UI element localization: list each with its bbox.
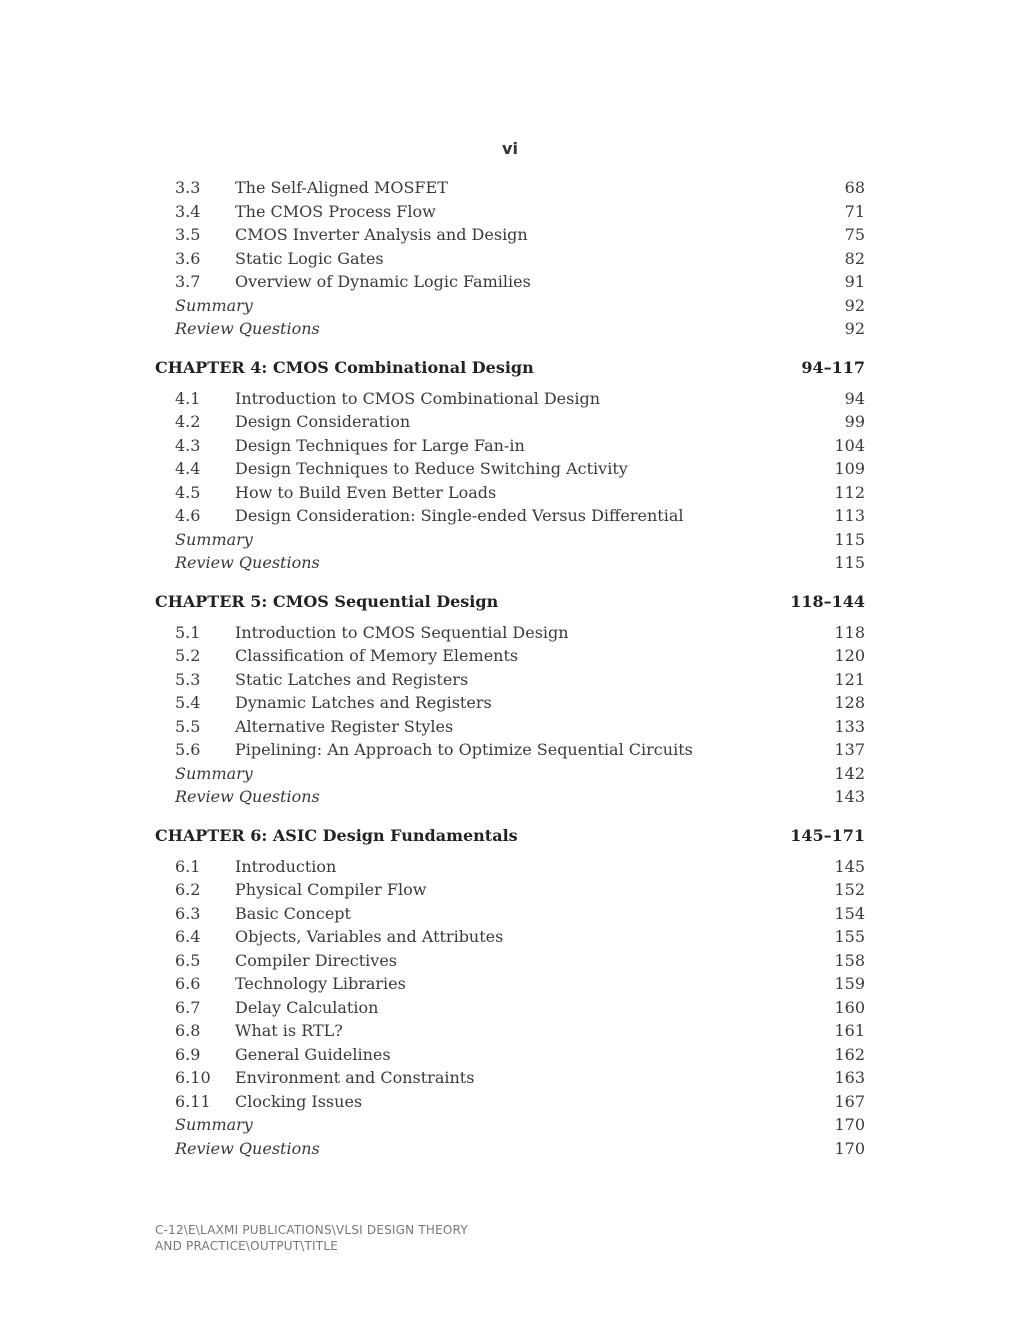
toc-entry (155, 691, 865, 715)
section-title: Design Consideration: Single-ended Versus Differential (235, 506, 684, 525)
chapter-title: CHAPTER 5: CMOS Sequential Design (155, 591, 499, 611)
section-page: 170 (834, 1115, 865, 1134)
section-title: Design Techniques for Large Fan-in (235, 435, 525, 455)
toc-entry (155, 270, 865, 294)
section-number: 4.4 (175, 459, 201, 478)
toc-entry (155, 972, 865, 996)
section-page: 167 (834, 1091, 865, 1111)
toc-entry (155, 223, 865, 247)
section-title: How to Build Even Better Loads (235, 482, 497, 502)
chapter-title: CHAPTER 4: CMOS Combinational Design (155, 357, 534, 377)
section-page: 104 (834, 435, 865, 455)
section-page: 154 (834, 903, 865, 923)
section-number: 6.1 (175, 856, 201, 876)
section-page: 118 (834, 622, 865, 642)
toc-entry (155, 925, 865, 949)
section-number: 3.4 (175, 201, 201, 221)
section-page: 160 (834, 997, 865, 1017)
section-number: 6.9 (175, 1044, 201, 1064)
section-title: The CMOS Process Flow (235, 201, 436, 221)
section-number: 5.6 (175, 740, 201, 759)
toc-entry (155, 996, 865, 1020)
section-title: Review Questions (175, 553, 320, 572)
section-page: 161 (834, 1021, 865, 1040)
section-title: Objects, Variables and Attributes (235, 927, 504, 946)
section-page: 94 (844, 388, 865, 408)
table-of-contents (155, 176, 865, 1160)
chapter-title: CHAPTER 6: ASIC Design Fundamentals (155, 825, 518, 845)
toc-entry (155, 200, 865, 224)
section-title: CMOS Inverter Analysis and Design (235, 225, 528, 244)
chapter-heading (155, 590, 865, 614)
toc-entry (155, 878, 865, 902)
section-title: Physical Compiler Flow (235, 880, 427, 899)
section-page: 155 (834, 927, 865, 946)
section-page: 75 (844, 225, 865, 244)
section-page: 120 (834, 646, 865, 665)
section-title: Static Logic Gates (235, 248, 384, 268)
section-title: General Guidelines (235, 1044, 391, 1064)
toc-entry (155, 785, 865, 809)
section-title: Technology Libraries (235, 974, 406, 993)
section-number: 4.3 (175, 435, 201, 455)
section-page: 99 (844, 412, 865, 431)
section-title: Review Questions (175, 319, 320, 338)
section-title: Overview of Dynamic Logic Families (235, 272, 531, 291)
section-title: Alternative Register Styles (235, 716, 454, 736)
section-number: 5.1 (175, 622, 201, 642)
section-page: 133 (834, 716, 865, 736)
section-number: 6.8 (175, 1021, 201, 1040)
section-number: 4.2 (175, 412, 201, 431)
section-page: 163 (834, 1068, 865, 1087)
section-page: 121 (834, 669, 865, 689)
section-number: 6.2 (175, 880, 201, 899)
section-page: 109 (834, 459, 865, 478)
section-title: Clocking Issues (235, 1091, 363, 1111)
section-number: 5.2 (175, 646, 201, 665)
toc-entry (155, 317, 865, 341)
section-title: Classification of Memory Elements (235, 646, 519, 665)
section-title: Design Techniques to Reduce Switching Activity (235, 459, 628, 478)
section-page: 170 (834, 1138, 865, 1158)
chapter-page-range: 118–144 (790, 591, 865, 611)
section-page: 68 (844, 178, 865, 197)
section-title: The Self-Aligned MOSFET (235, 178, 448, 197)
section-page: 91 (844, 272, 865, 291)
toc-entry (155, 457, 865, 481)
section-page: 142 (834, 763, 865, 783)
section-page: 92 (844, 295, 865, 315)
section-page: 137 (834, 740, 865, 759)
section-title: Introduction (235, 856, 337, 876)
section-number: 6.7 (175, 997, 201, 1017)
section-title: Summary (175, 529, 253, 549)
section-title: Compiler Directives (235, 950, 398, 970)
section-title: Design Consideration (235, 412, 411, 431)
section-number: 5.4 (175, 693, 201, 712)
section-number: 3.5 (175, 225, 201, 244)
toc-entry (155, 176, 865, 200)
section-page: 71 (844, 201, 865, 221)
toc-entry (155, 902, 865, 926)
toc-entry (155, 528, 865, 552)
section-title: Summary (175, 1115, 253, 1134)
toc-entry (155, 551, 865, 575)
toc-entry (155, 1113, 865, 1137)
section-page: 158 (834, 950, 865, 970)
section-number: 6.6 (175, 974, 201, 993)
toc-entry (155, 668, 865, 692)
chapter-heading (155, 824, 865, 848)
toc-entry (155, 621, 865, 645)
section-title: Delay Calculation (235, 997, 379, 1017)
toc-entry (155, 949, 865, 973)
toc-entry (155, 738, 865, 762)
section-number: 5.3 (175, 669, 201, 689)
section-number: 6.11 (175, 1091, 211, 1111)
section-number: 4.6 (175, 506, 201, 525)
section-title: Summary (175, 295, 253, 315)
toc-entry (155, 1066, 865, 1090)
section-title: Introduction to CMOS Sequential Design (235, 622, 569, 642)
section-number: 5.5 (175, 716, 201, 736)
section-title: Review Questions (175, 1138, 320, 1158)
chapter-page-range: 94–117 (801, 357, 865, 377)
section-number: 6.5 (175, 950, 201, 970)
toc-entry (155, 1043, 865, 1067)
section-number: 3.7 (175, 272, 201, 291)
section-number: 3.6 (175, 248, 201, 268)
section-number: 4.5 (175, 482, 201, 502)
section-title: Basic Concept (235, 903, 351, 923)
toc-entry (155, 762, 865, 786)
toc-entry (155, 855, 865, 879)
toc-entry (155, 715, 865, 739)
section-title: Pipelining: An Approach to Optimize Sequential Circuits (235, 740, 693, 759)
toc-entry (155, 1019, 865, 1043)
section-title: Review Questions (175, 787, 320, 806)
section-page: 162 (834, 1044, 865, 1064)
chapter-page-range: 145–171 (790, 825, 865, 845)
section-title: Dynamic Latches and Registers (235, 693, 492, 712)
section-page: 113 (834, 506, 865, 525)
section-page: 145 (834, 856, 865, 876)
section-page: 115 (834, 529, 865, 549)
chapter-heading (155, 356, 865, 380)
page-number: vi (502, 139, 518, 158)
footer (155, 1222, 468, 1254)
footer-line-1: C-12\E\LAXMI PUBLICATIONS\VLSI DESIGN THEORY (155, 1223, 468, 1237)
section-page: 128 (834, 693, 865, 712)
toc-entry (155, 387, 865, 411)
section-number: 6.3 (175, 903, 201, 923)
section-title: What is RTL? (235, 1021, 343, 1040)
toc-entry (155, 644, 865, 668)
section-page: 115 (834, 553, 865, 572)
section-number: 4.1 (175, 388, 201, 408)
section-page: 143 (834, 787, 865, 806)
section-page: 159 (834, 974, 865, 993)
section-number: 6.4 (175, 927, 201, 946)
section-number: 3.3 (175, 178, 201, 197)
section-title: Introduction to CMOS Combinational Design (235, 388, 600, 408)
toc-entry (155, 1090, 865, 1114)
toc-entry (155, 504, 865, 528)
toc-entry (155, 294, 865, 318)
section-title: Environment and Constraints (235, 1068, 475, 1087)
footer-line-2: AND PRACTICE\OUTPUT\TITLE (155, 1239, 338, 1253)
section-page: 82 (844, 248, 865, 268)
section-title: Summary (175, 763, 253, 783)
section-title: Static Latches and Registers (235, 669, 469, 689)
section-page: 152 (834, 880, 865, 899)
toc-entry (155, 1137, 865, 1161)
toc-entry (155, 247, 865, 271)
section-page: 92 (844, 319, 865, 338)
section-number: 6.10 (175, 1068, 211, 1087)
section-page: 112 (834, 482, 865, 502)
toc-entry (155, 434, 865, 458)
toc-entry (155, 481, 865, 505)
toc-entry (155, 410, 865, 434)
